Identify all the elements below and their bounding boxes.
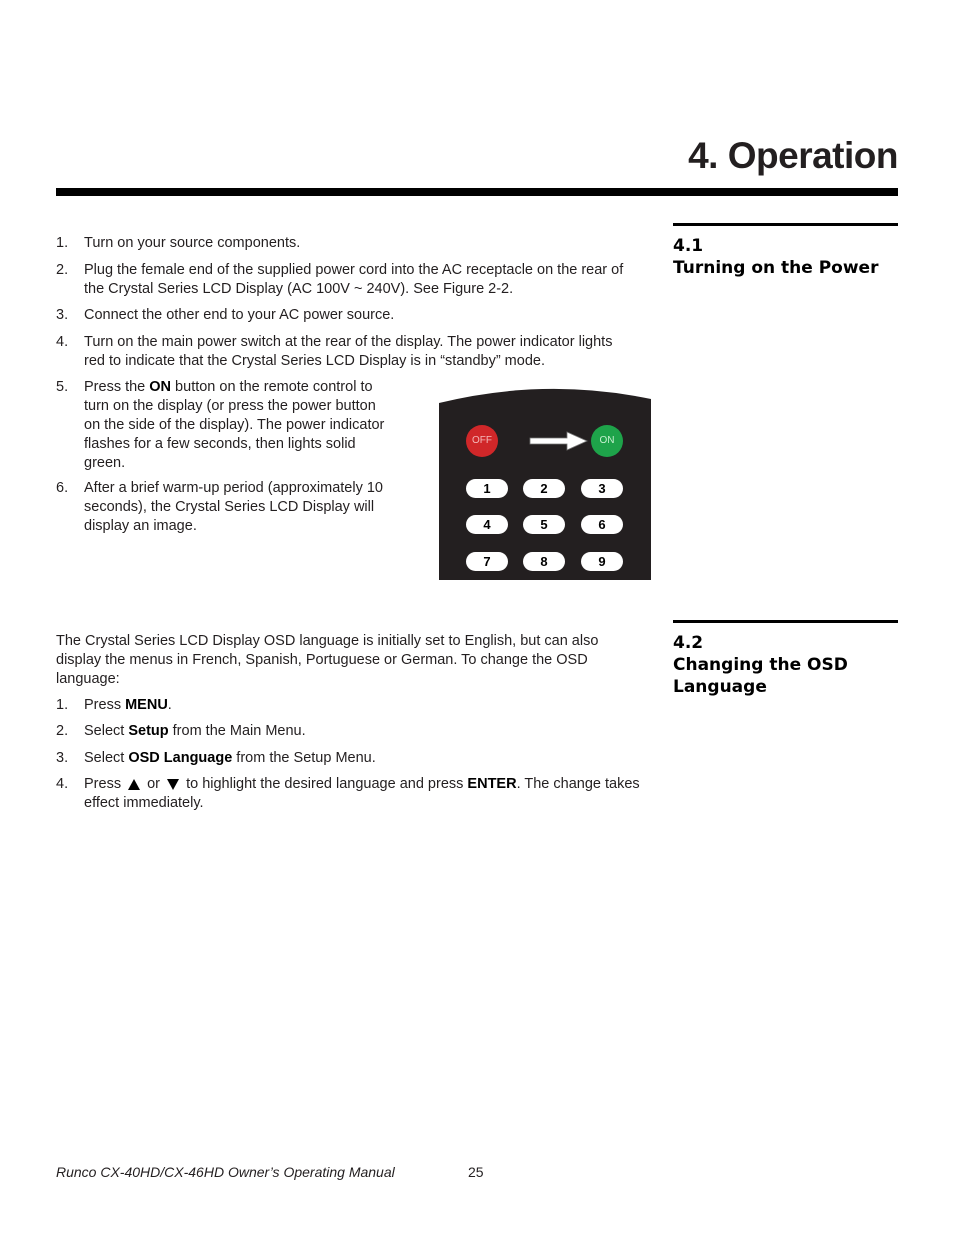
number-key-3: 3 — [581, 479, 623, 498]
remote-control-illustration — [439, 385, 651, 580]
page-number: 25 — [468, 1164, 484, 1180]
chapter-rule — [56, 188, 898, 196]
number-key-4: 4 — [466, 515, 508, 534]
number-key-1: 1 — [466, 479, 508, 498]
number-key-6: 6 — [581, 515, 623, 534]
down-arrow-icon — [167, 779, 179, 790]
chapter-title: 4. Operation — [688, 135, 898, 176]
on-button: ON — [591, 425, 623, 457]
number-key-9: 9 — [581, 552, 623, 571]
number-key-2: 2 — [523, 479, 565, 498]
section-heading-4-1 — [673, 223, 898, 279]
section-intro: The Crystal Series LCD Display OSD language is initially set to English, but can also display the menus in French, Spanish, Portuguese or German. To change the OSD language: — [56, 633, 599, 687]
number-key-7: 7 — [466, 552, 508, 571]
footer-manual-title: Runco CX-40HD/CX-46HD Owner’s Operating Manual — [56, 1164, 395, 1180]
section-number: 4.1 — [673, 236, 704, 256]
section-title: Changing the OSD Language — [673, 655, 848, 697]
section-number: 4.2 — [673, 633, 704, 653]
number-key-5: 5 — [523, 515, 565, 534]
off-button: OFF — [466, 425, 498, 457]
section-heading-4-2 — [673, 620, 898, 698]
number-key-8: 8 — [523, 552, 565, 571]
up-arrow-icon — [128, 779, 140, 790]
section-title: Turning on the Power — [673, 258, 879, 278]
